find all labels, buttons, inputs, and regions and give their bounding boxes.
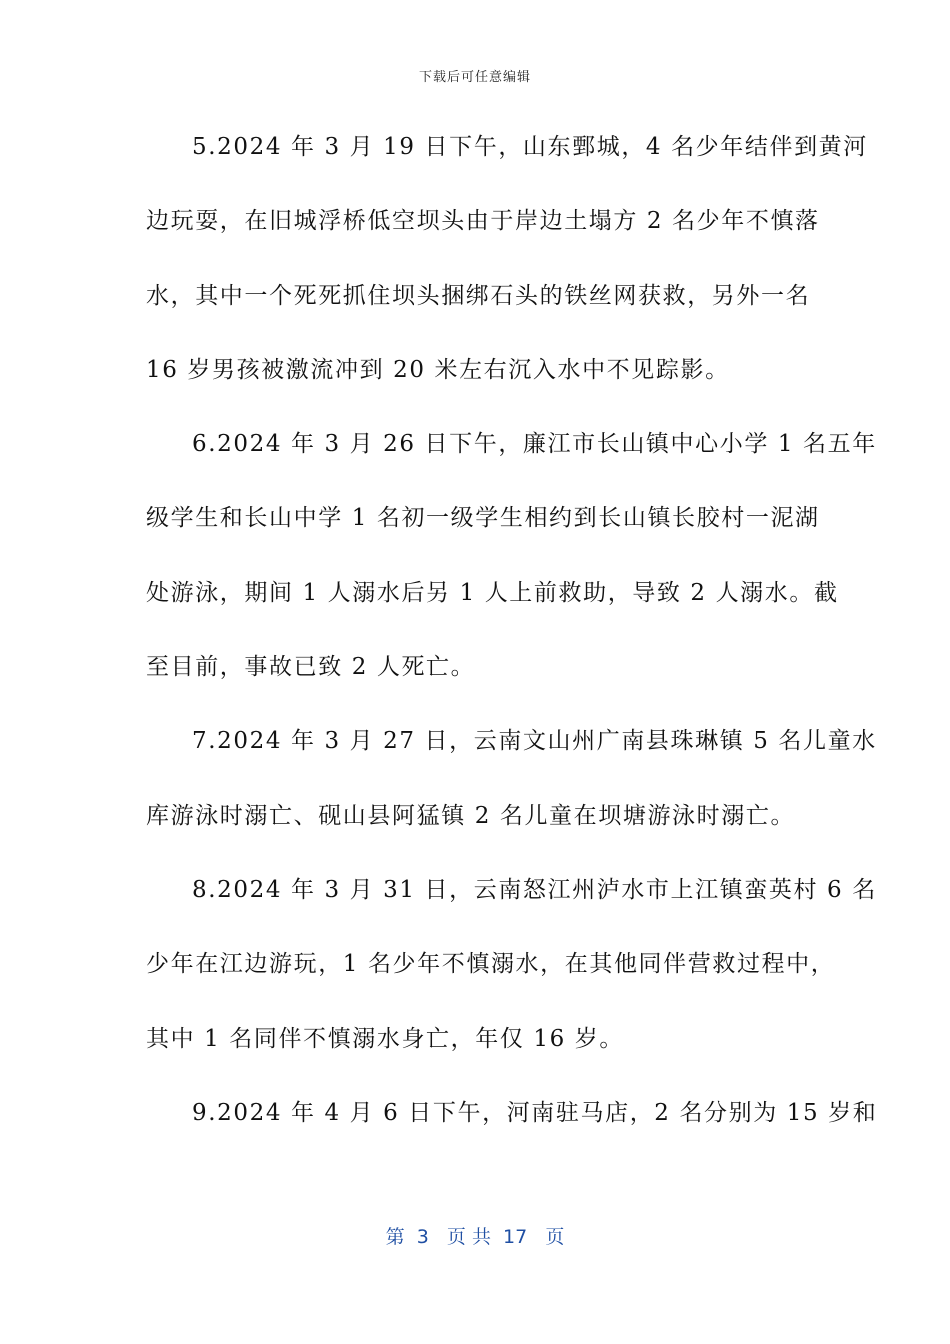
- paragraph-5-line-2: 边玩耍，在旧城浮桥低空坝头由于岸边土塌方 2 名少年不慎落: [146, 208, 820, 235]
- paragraph-7-line-2: 库游泳时溺亡、砚山县阿猛镇 2 名儿童在坝塘游泳时溺亡。: [146, 802, 796, 829]
- paragraph-5-line-3: 水，其中一个死死抓住坝头捆绑石头的铁丝网获救，另外一名: [146, 282, 811, 309]
- paragraph-8-line-2: 少年在江边游玩，1 名少年不慎溺水，在其他同伴营救过程中，: [146, 951, 836, 978]
- paragraph-7-line-1: 7.2024 年 3 月 27 日，云南文山州广南县珠琳镇 5 名儿童水: [192, 728, 877, 755]
- document-body: [146, 121, 878, 1161]
- paragraph-8-line-1: 8.2024 年 3 月 31 日，云南怒江州泸水市上江镇蛮英村 6 名: [192, 876, 877, 903]
- page-header-note: 下载后可任意编辑: [418, 70, 531, 85]
- paragraph-6-line-1: 6.2024 年 3 月 26 日下午，廉江市长山镇中心小学 1 名五年: [192, 431, 877, 458]
- paragraph-5-line-4: 16 岁男孩被激流冲到 20 米左右沉入水中不见踪影。: [146, 356, 730, 383]
- paragraph-6-line-3: 处游泳，期间 1 人溺水后另 1 人上前救助，导致 2 人溺水。截: [146, 579, 839, 606]
- paragraph-8-line-3: 其中 1 名同伴不慎溺水身亡，年仅 16 岁。: [146, 1025, 624, 1052]
- page-number-footer: 第 3 页 共 17 页: [385, 1226, 565, 1248]
- paragraph-5-line-1: 5.2024 年 3 月 19 日下午，山东鄄城，4 名少年结伴到黄河: [192, 134, 868, 160]
- paragraph-6-line-4: 至目前，事故已致 2 人死亡。: [146, 654, 476, 681]
- paragraph-6-line-2: 级学生和长山中学 1 名初一级学生相约到长山镇长胶村一泥湖: [146, 505, 820, 532]
- paragraph-9-line-1: 9.2024 年 4 月 6 日下午，河南驻马店，2 名分别为 15 岁和: [192, 1099, 878, 1126]
